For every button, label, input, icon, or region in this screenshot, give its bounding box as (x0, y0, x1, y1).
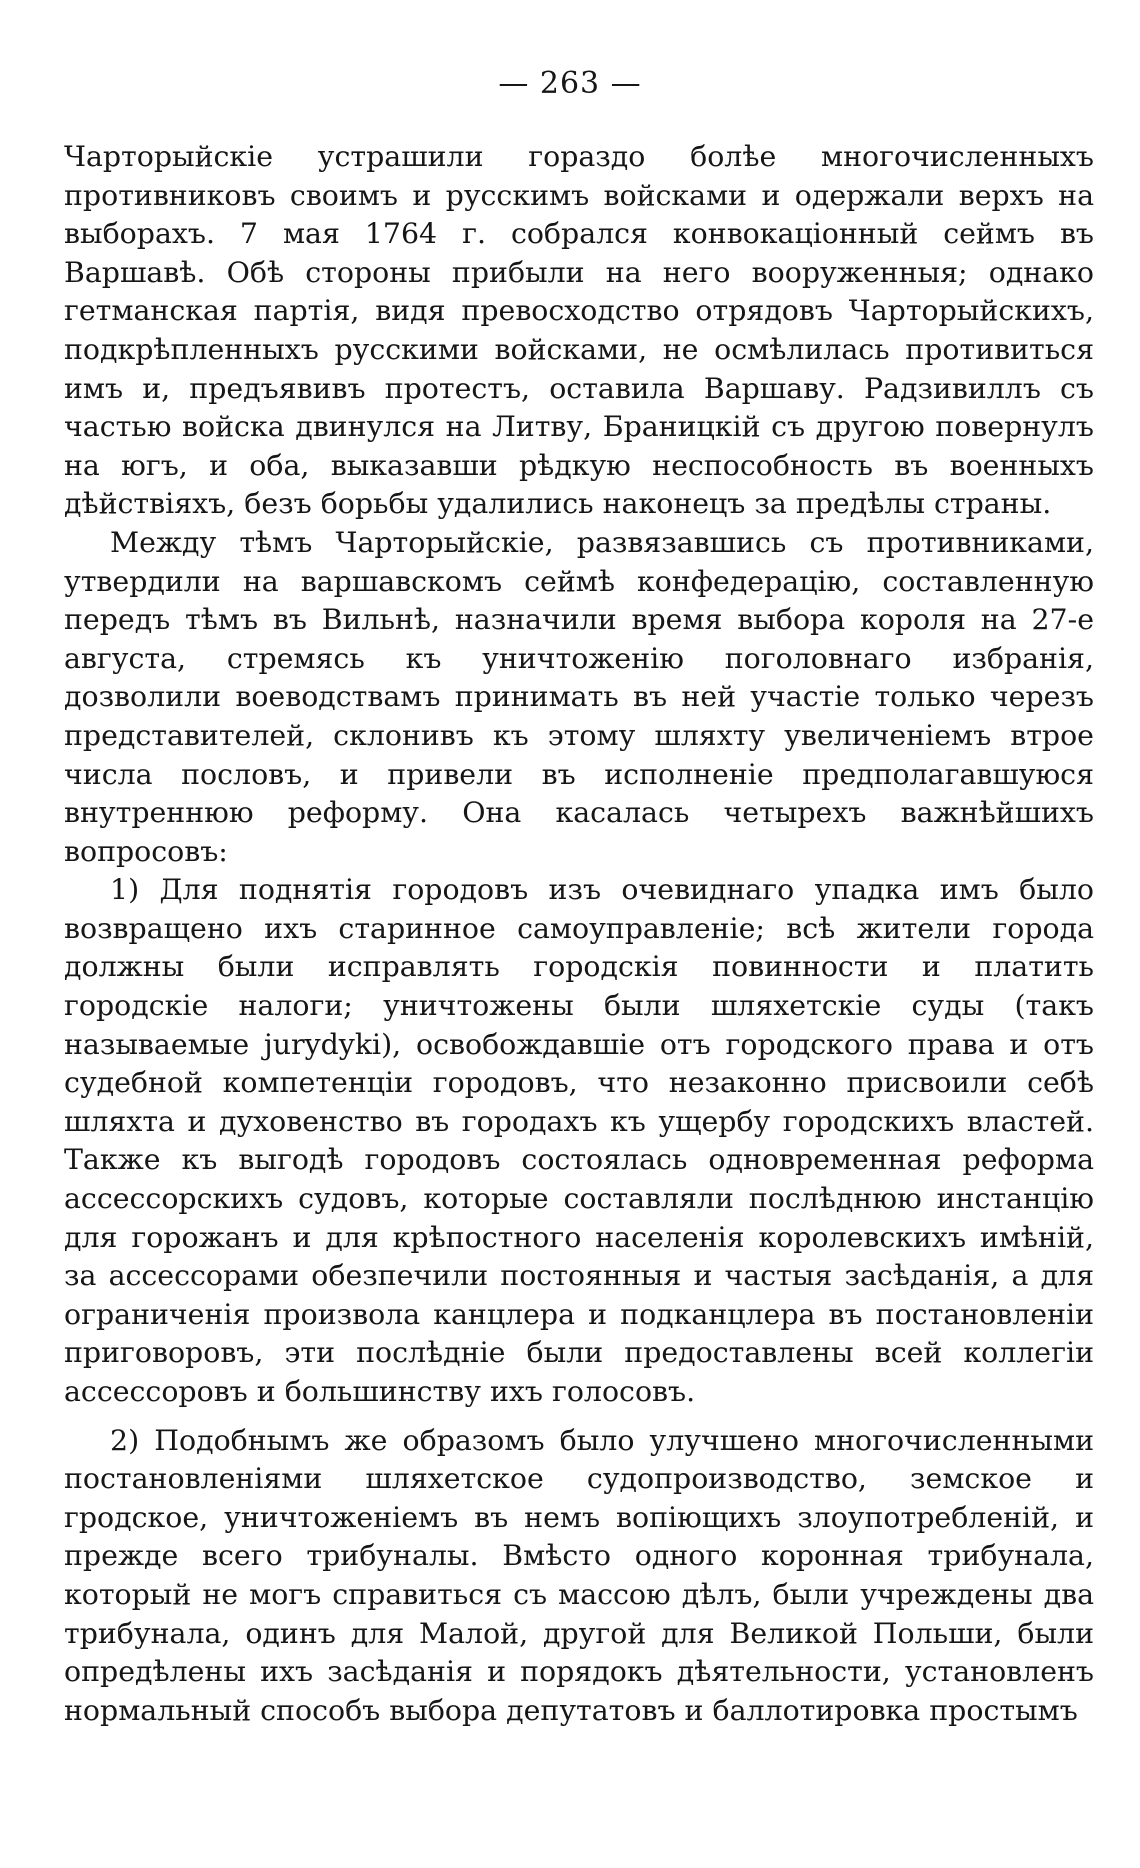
paragraph-1: Чарторыйскіе устрашили гораздо болѣе многочисленныхъ противниковъ своимъ и русскимъ войсками и одержали верхъ на выборахъ. 7 мая 1764 г. собрался конвокаціонный сеймъ въ Варшавѣ. Обѣ стороны прибыли на него вооруженныя; однако гетманская партія, видя превосходство отрядовъ Чарторыйскихъ, подкрѣпленныхъ русскими войсками, не осмѣлилась противиться имъ и, предъявивъ протестъ, оставила Варшаву. Радзивиллъ съ частью войска двинулся на Литву, Браницкій съ другою повернулъ на югъ, и оба, выказавши рѣдкую неспособность въ военныхъ дѣйствіяхъ, безъ борьбы удалились наконецъ за предѣлы страны. (64, 140, 1094, 521)
paragraph-4: 2) Подобнымъ же образомъ было улучшено многочисленными постановленіями шляхетское судопроизводство, земское и гродское, уничтоженіемъ въ немъ вопіющихъ злоупотребленій, и прежде всего трибуналы. Вмѣсто одного коронная трибунала, который не могъ справиться съ массою дѣлъ, были учреждены два трибунала, одинъ для Малой, другой для Великой Польши, были опредѣлены ихъ засѣданія и порядокъ дѣятельности, установленъ нормальный способъ выбора депутатовъ и баллотировка простымъ (64, 1423, 1094, 1727)
paragraph-2: Между тѣмъ Чарторыйскіе, развязавшись съ противниками, утвердили на варшавскомъ сеймѣ конфедерацію, составленную передъ тѣмъ въ Вильнѣ, назначили время выбора короля на 27-е августа, стремясь къ уничтоженію поголовнаго избранія, дозволили воеводствамъ принимать въ ней участіе только черезъ представителей, склонивъ къ этому шляхту увеличеніемъ втрое числа пословъ, и привели въ исполненіе предполагавшуюся внутреннюю реформу. Она касалась четырехъ важнѣйшихъ вопросовъ: (64, 525, 1094, 868)
body-text (64, 138, 1094, 1730)
page-number: — 263 — (498, 66, 642, 101)
paragraph-3: 1) Для поднятія городовъ изъ очевиднаго упадка имъ было возвращено ихъ старинное самоуправленіе; всѣ жители города должны были исправлять городскія повинности и платить городскіе налоги; уничтожены были шляхетскіе суды (такъ называемые jurydyki), освобождавшіе отъ городского права и отъ судебной компетенціи городовъ, что незаконно присвоили себѣ шляхта и духовенство въ городахъ къ ущербу городскихъ властей. Также къ выгодѣ городовъ состоялась одновременная реформа ассессорскихъ судовъ, которые составляли послѣднюю инстанцію для горожанъ и для крѣпостного населенія королевскихъ имѣній, за ассессорами обезпечили постоянныя и частыя засѣданія, а для ограниченія произвола канцлера и подканцлера въ постановленіи приговоровъ, эти послѣдніе были предоставлены всей коллегіи ассессоровъ и большинству ихъ голосовъ. (64, 873, 1094, 1408)
